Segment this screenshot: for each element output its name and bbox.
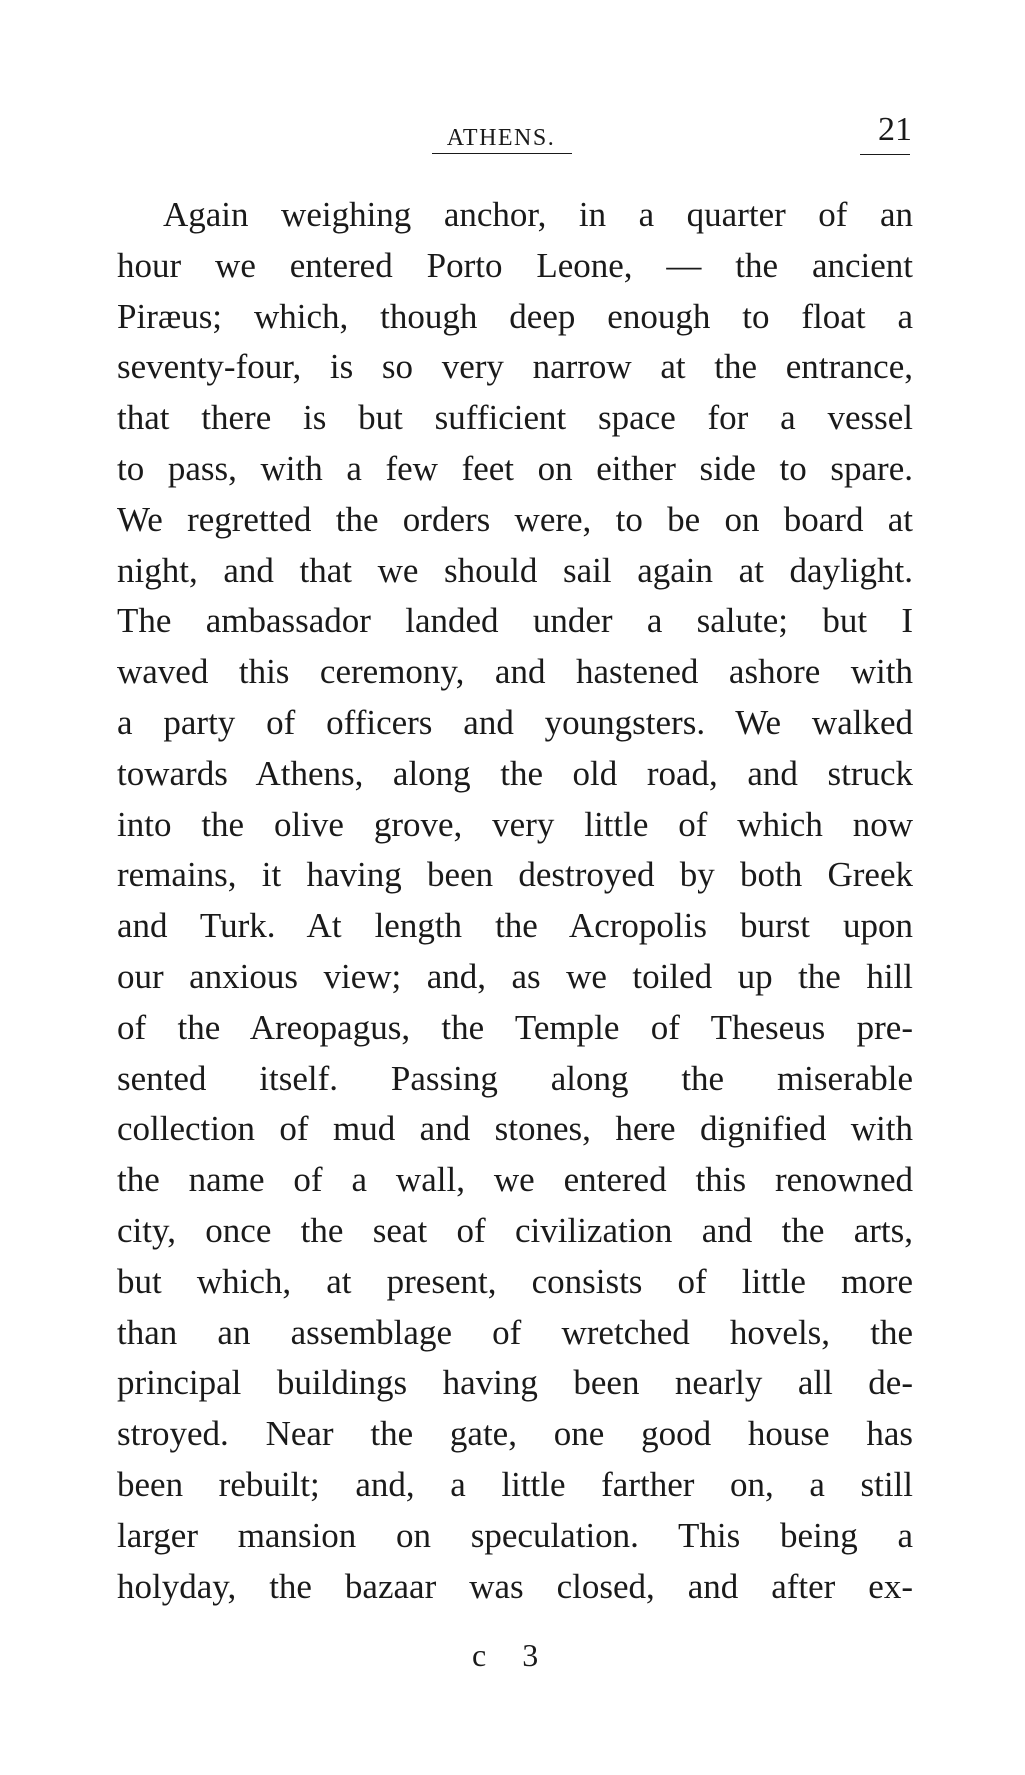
text-line: our anxious view; and, as we toiled up the hill [117, 956, 913, 996]
text-line: the name of a wall, we entered this renowned [117, 1160, 913, 1200]
text-line: of the Areopagus, the Temple of Theseus pre- [117, 1007, 913, 1047]
text-line: but which, at present, consists of little more [117, 1261, 913, 1301]
page-number-underline [860, 154, 910, 155]
text-line: been rebuilt; and, a little farther on, a still [117, 1464, 913, 1504]
text-line: city, once the seat of civilization and the arts, [117, 1210, 913, 1250]
text-line: sented itself. Passing along the miserable [117, 1058, 913, 1098]
text-line: seventy-four, is so very narrow at the entrance, [117, 347, 913, 387]
text-line: to pass, with a few feet on either side to spare. [117, 448, 913, 488]
text-line: Again weighing anchor, in a quarter of an [163, 195, 913, 234]
text-line: and Turk. At length the Acropolis burst upon [117, 906, 913, 946]
signature-mark: c 3 [472, 1637, 553, 1673]
text-line: a party of officers and youngsters. We walked [117, 702, 913, 742]
body-text [117, 190, 913, 1612]
text-line: night, and that we should sail again at daylight. [117, 550, 913, 590]
text-line: towards Athens, along the old road, and struck [117, 753, 913, 793]
text-line: stroyed. Near the gate, one good house has [117, 1414, 913, 1454]
page-header [0, 108, 1025, 156]
text-line: collection of mud and stones, here dignified with [117, 1109, 913, 1149]
text-line: remains, it having been destroyed by both Greek [117, 855, 913, 895]
text-line: holyday, the bazaar was closed, and after ex- [117, 1566, 913, 1606]
text-line: hour we entered Porto Leone, — the ancient [117, 245, 913, 285]
running-head-underline [432, 153, 572, 154]
page-number: 21 [878, 111, 912, 148]
text-line: Piræus; which, though deep enough to float a [117, 296, 913, 336]
text-line: into the olive grove, very little of which now [117, 804, 913, 844]
text-line: that there is but sufficient space for a vessel [117, 398, 913, 438]
text-line: than an assemblage of wretched hovels, the [117, 1312, 913, 1352]
text-line: principal buildings having been nearly all de- [117, 1363, 913, 1403]
text-line: larger mansion on speculation. This being a [117, 1515, 913, 1555]
text-line: waved this ceremony, and hastened ashore with [117, 652, 913, 692]
running-head: ATHENS. [446, 125, 556, 151]
text-line: We regretted the orders were, to be on board at [117, 499, 913, 539]
text-line: The ambassador landed under a salute; but I [117, 601, 913, 641]
